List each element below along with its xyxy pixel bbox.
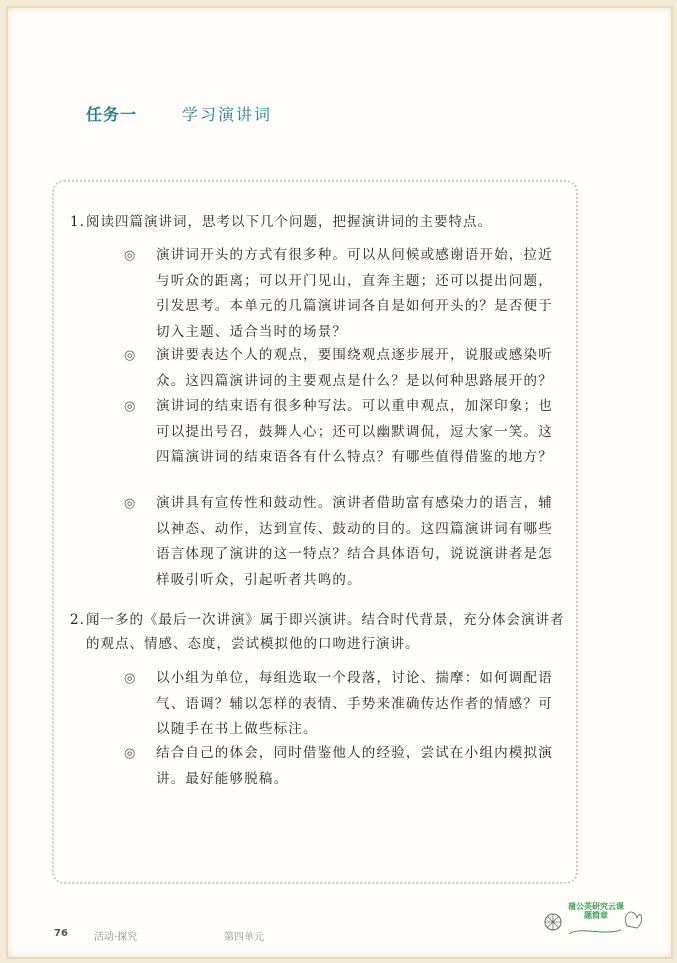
bullet-text: 演讲词开头的方式有很多种。可以从问候或感谢语开始，拉近与听众的距离；可以开门见山，直奔主题；还可以提出问题，引发思考。本单元的几篇演讲词各自是如何开头的？是否便于切入主题、适合当时的场景？ xyxy=(156,247,553,340)
bullet-icon: ◎ xyxy=(124,248,137,263)
bullet-icon: ◎ xyxy=(124,399,137,414)
bullet-text: 结合自己的体会，同时借鉴他人的经验，尝试在小组内模拟演讲。最好能够脱稿。 xyxy=(156,745,553,787)
question-1 xyxy=(70,210,566,234)
bullet-text: 演讲具有宣传性和鼓动性。演讲者借助富有感染力的语言，辅以神态、动作，达到宣传、鼓动的目的。这四篇演讲词有哪些语言体现了演讲的这一特点？结合具体语句，说说演讲者是怎样吸引听众，引起听者共鸣的。 xyxy=(156,495,553,588)
bullet-icon: ◎ xyxy=(124,746,137,761)
question-2 xyxy=(70,608,566,656)
task-title: 学习演讲词 xyxy=(182,105,273,124)
list-item xyxy=(124,491,564,593)
question-text: 阅读四篇演讲词，思考以下几个问题，把握演讲词的主要特点。 xyxy=(86,214,492,230)
footer-part: 活动·探究 xyxy=(94,932,138,943)
task-label: 任务一 xyxy=(86,105,138,124)
list-item xyxy=(124,666,564,743)
bullet-icon: ◎ xyxy=(124,496,137,511)
bullet-icon: ◎ xyxy=(124,671,137,686)
bullet-icon: ◎ xyxy=(124,348,137,363)
list-item xyxy=(124,394,564,471)
bullet-text: 演讲词的结束语有很多种写法。可以重申观点，加深印象；也可以提出号召，鼓舞人心；还可以幽默调侃，逗大家一笑。这四篇演讲词的结束语各有什么特点？有哪些值得借鉴的地方？ xyxy=(156,398,553,465)
watermark-text: 蒲公英研究云课题简章 xyxy=(568,902,624,920)
page-number: 76 xyxy=(54,928,68,939)
question-number: 1. xyxy=(70,214,85,230)
bullet-text: 演讲要表达个人的观点，要围绕观点逐步展开，说服或感染听众。这四篇演讲词的主要观点是什么？是以何种思路展开的？ xyxy=(156,347,553,389)
list-item xyxy=(124,343,564,394)
bullet-text: 以小组为单位，每组选取一个段落，讨论、揣摩：如何调配语气、语调？辅以怎样的表情、手势来准确传达作者的情感？可以随手在书上做些标注。 xyxy=(156,670,553,737)
list-item xyxy=(124,741,564,792)
task-heading xyxy=(86,102,486,128)
question-text: 闻一多的《最后一次讲演》属于即兴演讲。结合时代背景，充分体会演讲者的观点、情感、态度，尝试模拟他的口吻进行演讲。 xyxy=(86,612,565,652)
list-item xyxy=(124,243,564,345)
watermark-logo xyxy=(541,896,645,940)
page-footer xyxy=(46,928,606,944)
footer-unit: 第四单元 xyxy=(224,932,264,943)
question-number: 2. xyxy=(70,612,85,628)
